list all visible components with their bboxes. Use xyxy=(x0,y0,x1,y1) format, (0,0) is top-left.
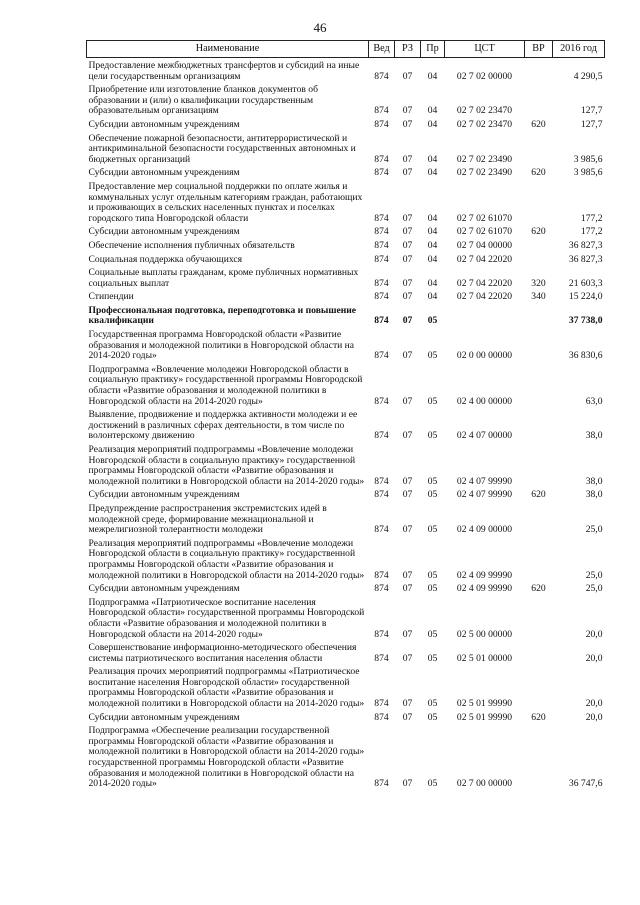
cell-name: Профессиональная подготовка, переподготовка и повышение квалификации xyxy=(88,304,357,327)
cell-vr xyxy=(525,255,553,269)
cell-amount: 3 985,6 xyxy=(573,153,603,165)
cell-rz: 07 xyxy=(402,212,413,224)
cell-ved: 874 xyxy=(374,70,389,82)
cell-cst: 02 5 01 99990 xyxy=(456,711,513,723)
cell-ved: 874 xyxy=(374,628,389,640)
table-header xyxy=(87,41,605,58)
cell-vr xyxy=(525,539,553,584)
cell-cst: 02 5 00 00000 xyxy=(456,628,513,640)
cell-cst: 02 7 02 23470 xyxy=(456,118,513,130)
cell-vr: 340 xyxy=(531,291,546,303)
cell-pr: 05 xyxy=(427,350,438,362)
cell-cst: 02 7 04 00000 xyxy=(456,239,513,251)
cell-cst: 02 7 02 23490 xyxy=(456,167,513,179)
cell-rz: 07 xyxy=(402,226,413,238)
page-number: 46 xyxy=(313,20,327,35)
cell-name: Предупреждение распространения экстремистских идей в молодежной среде, формирование межнациональной и межрелигиозной толерантности молодежи xyxy=(88,502,327,536)
cell-vr xyxy=(525,410,553,445)
table-row xyxy=(87,445,605,490)
table-row xyxy=(87,410,605,445)
cell-vr: 620 xyxy=(531,583,546,595)
column-header-name: Наименование xyxy=(87,41,369,58)
column-header-cst: ЦСТ xyxy=(445,41,525,58)
cell-pr: 04 xyxy=(427,253,438,265)
table-row xyxy=(87,726,605,793)
cell-pr: 05 xyxy=(427,652,438,664)
table-row xyxy=(87,643,605,667)
cell-ved: 874 xyxy=(374,315,389,327)
column-header-year: 2016 год xyxy=(553,41,605,58)
table-row xyxy=(87,120,605,134)
cell-vr: 620 xyxy=(531,226,546,238)
cell-amount: 20,0 xyxy=(585,628,603,640)
cell-ved: 874 xyxy=(374,652,389,664)
cell-cst: 02 7 04 22020 xyxy=(456,277,513,289)
table-row xyxy=(87,168,605,182)
cell-pr: 04 xyxy=(427,70,438,82)
cell-pr: 05 xyxy=(427,475,438,487)
cell-vr xyxy=(525,365,553,410)
cell-pr: 05 xyxy=(427,569,438,581)
cell-vr: 620 xyxy=(531,489,546,501)
table-row xyxy=(87,539,605,584)
table-body xyxy=(87,58,605,793)
cell-name: Подпрограмма «Вовлечение молодежи Новгородской области в социальную практику» государственной программы Новгородской области «Развитие образования и молодежной политики в Новгородской области на 2014-2020 годы» xyxy=(88,363,363,407)
cell-name: Субсидии автономным учреждениям xyxy=(88,226,240,238)
table-row xyxy=(87,85,605,120)
cell-ved: 874 xyxy=(374,475,389,487)
cell-name: Субсидии автономным учреждениям xyxy=(88,118,240,130)
cell-pr: 04 xyxy=(427,167,438,179)
cell-vr: 620 xyxy=(531,711,546,723)
cell-amount: 20,0 xyxy=(585,711,603,723)
cell-pr: 04 xyxy=(427,291,438,303)
cell-pr: 04 xyxy=(427,277,438,289)
cell-pr: 05 xyxy=(427,489,438,501)
cell-ved: 874 xyxy=(374,569,389,581)
cell-rz: 07 xyxy=(402,475,413,487)
cell-cst: 02 4 07 99990 xyxy=(456,475,513,487)
cell-amount: 36 830,6 xyxy=(568,350,603,362)
cell-cst: 02 7 02 61070 xyxy=(456,226,513,238)
cell-rz: 07 xyxy=(402,277,413,289)
cell-ved: 874 xyxy=(374,583,389,595)
cell-amount: 3 985,6 xyxy=(573,167,603,179)
cell-name: Обеспечение пожарной безопасности, антитеррористической и антикриминальной безопасности государственных автономных и бюджетных организаций xyxy=(88,132,356,165)
cell-rz: 07 xyxy=(402,489,413,501)
cell-ved: 874 xyxy=(374,291,389,303)
cell-name: Предоставление межбюджетных трансфертов и субсидий на иные цели государственным организациям xyxy=(88,60,360,82)
cell-amount: 25,0 xyxy=(585,583,603,595)
cell-vr: 620 xyxy=(531,118,546,130)
cell-amount: 20,0 xyxy=(585,698,603,710)
cell-name: Социальная поддержка обучающихся xyxy=(88,253,243,265)
cell-vr xyxy=(525,241,553,255)
cell-amount: 25,0 xyxy=(585,524,603,536)
cell-name: Государственная программа Новгородской области «Развитие образования и молодежной политики в Новгородской области на 2014-2020 годы» xyxy=(88,329,355,362)
cell-cst: 02 4 07 00000 xyxy=(456,430,513,442)
table-row xyxy=(87,365,605,410)
cell-rz: 07 xyxy=(402,711,413,723)
cell-cst: 02 0 00 00000 xyxy=(456,350,513,362)
cell-cst: 02 7 02 23490 xyxy=(456,153,513,165)
cell-cst: 02 5 01 99990 xyxy=(456,698,513,710)
cell-rz: 07 xyxy=(402,583,413,595)
cell-rz: 07 xyxy=(402,105,413,117)
cell-amount: 36 747,6 xyxy=(568,778,603,790)
cell-pr: 04 xyxy=(427,212,438,224)
cell-amount: 127,7 xyxy=(580,118,603,130)
table-row xyxy=(87,306,605,330)
cell-name: Подпрограмма «Патриотическое воспитание населения Новгородской области» государственной программы Новгородской области «Развитие образования и молодежной политики в Новгородской области на 2014-2020 годы» xyxy=(88,596,365,640)
cell-name: Субсидии автономным учреждениям xyxy=(88,167,240,179)
table-row xyxy=(87,255,605,269)
cell-amount: 38,0 xyxy=(585,475,603,487)
cell-rz: 07 xyxy=(402,628,413,640)
cell-amount: 127,7 xyxy=(580,105,603,117)
cell-pr: 05 xyxy=(427,315,438,327)
column-header-ved: Вед xyxy=(369,41,395,58)
cell-vr xyxy=(525,134,553,169)
table-row xyxy=(87,584,605,598)
cell-vr xyxy=(525,667,553,712)
cell-pr: 04 xyxy=(427,105,438,117)
cell-pr: 05 xyxy=(427,698,438,710)
cell-name: Предоставление мер социальной поддержки по оплате жилья и коммунальных услуг отдельным категориям граждан, работающих и проживающих в сельских населенных пунктах и поселках городского типа Новгородской области xyxy=(88,180,363,224)
table-row xyxy=(87,504,605,539)
cell-rz: 07 xyxy=(402,652,413,664)
cell-pr: 04 xyxy=(427,239,438,251)
cell-name: Подпрограмма «Обеспечение реализации государственной программы Новгородской области «Развитие образования и молодежной политики в Новгородской области на 2014-2020 годы» государственной программы Новгородской области «Развитие образования и молодежной политики в Новгородской области на 2014-2020 годы» xyxy=(88,725,365,790)
cell-vr xyxy=(525,726,553,793)
cell-pr: 05 xyxy=(427,430,438,442)
cell-amount: 15 224,0 xyxy=(568,291,603,303)
header-row xyxy=(87,41,605,58)
cell-rz: 07 xyxy=(402,291,413,303)
cell-amount: 38,0 xyxy=(585,489,603,501)
cell-amount: 38,0 xyxy=(585,430,603,442)
cell-ved: 874 xyxy=(374,105,389,117)
cell-name: Обеспечение исполнения публичных обязательств xyxy=(88,239,295,251)
cell-rz: 07 xyxy=(402,569,413,581)
cell-name: Субсидии автономным учреждениям xyxy=(88,711,240,723)
cell-cst xyxy=(445,306,525,330)
cell-name: Субсидии автономным учреждениям xyxy=(88,583,240,595)
cell-vr xyxy=(525,85,553,120)
table-row xyxy=(87,227,605,241)
cell-name: Субсидии автономным учреждениям xyxy=(88,489,240,501)
cell-ved: 874 xyxy=(374,253,389,265)
table-row xyxy=(87,292,605,306)
cell-pr: 04 xyxy=(427,153,438,165)
cell-pr: 05 xyxy=(427,711,438,723)
table-row xyxy=(87,713,605,727)
cell-name: Приобретение или изготовление бланков документов об образовании и (или) о квалификации государственным образовательным организациям xyxy=(88,84,318,117)
cell-amount: 25,0 xyxy=(585,569,603,581)
cell-vr xyxy=(525,445,553,490)
cell-amount: 20,0 xyxy=(585,652,603,664)
cell-cst: 02 7 00 00000 xyxy=(456,778,513,790)
table-row xyxy=(87,241,605,255)
cell-cst: 02 4 00 00000 xyxy=(456,395,513,407)
cell-name: Реализация прочих мероприятий подпрограммы «Патриотическое воспитание населения Новгородской области» государственной программы Новгородской области «Развитие образования и молодежной политики в Новгородской области на 2014-2020 годы» xyxy=(88,666,365,710)
cell-rz: 07 xyxy=(402,524,413,536)
cell-ved: 874 xyxy=(374,153,389,165)
cell-vr xyxy=(525,306,553,330)
cell-name: Выявление, продвижение и поддержка активности молодежи и ее достижений в различных сферах деятельности, в том числе по волонтерскому движению xyxy=(88,409,358,442)
cell-amount: 63,0 xyxy=(585,395,603,407)
cell-cst: 02 4 07 99990 xyxy=(456,489,513,501)
cell-vr: 620 xyxy=(531,167,546,179)
cell-rz: 07 xyxy=(402,253,413,265)
cell-rz: 07 xyxy=(402,315,413,327)
cell-pr: 05 xyxy=(427,778,438,790)
cell-cst: 02 7 02 61070 xyxy=(456,212,513,224)
cell-pr: 05 xyxy=(427,395,438,407)
cell-ved: 874 xyxy=(374,711,389,723)
cell-cst: 02 4 09 99990 xyxy=(456,583,513,595)
cell-cst: 02 4 09 99990 xyxy=(456,569,513,581)
cell-pr: 04 xyxy=(427,118,438,130)
column-header-vr: ВР xyxy=(525,41,553,58)
cell-amount: 21 603,3 xyxy=(568,277,603,289)
cell-amount: 4 290,5 xyxy=(573,70,603,82)
table-row xyxy=(87,598,605,643)
table-row xyxy=(87,134,605,169)
cell-rz: 07 xyxy=(402,153,413,165)
cell-ved: 874 xyxy=(374,226,389,238)
cell-amount: 36 827,3 xyxy=(568,253,603,265)
cell-amount: 36 827,3 xyxy=(568,239,603,251)
cell-ved: 874 xyxy=(374,239,389,251)
cell-rz: 07 xyxy=(402,430,413,442)
cell-amount: 177,2 xyxy=(580,226,603,238)
cell-name: Реализация мероприятий подпрограммы «Вовлечение молодежи Новгородской области в социальную практику» государственной программы Новгородской области «Развитие образования и молодежной политики в Новгородской области на 2014-2020 годы» xyxy=(88,537,365,581)
cell-amount: 177,2 xyxy=(580,212,603,224)
table-row xyxy=(87,268,605,292)
cell-amount: 37 738,0 xyxy=(568,315,603,327)
table-row xyxy=(87,490,605,504)
cell-ved: 874 xyxy=(374,698,389,710)
cell-pr: 05 xyxy=(427,628,438,640)
cell-rz: 07 xyxy=(402,239,413,251)
cell-ved: 874 xyxy=(374,167,389,179)
cell-vr: 320 xyxy=(531,277,546,289)
cell-vr xyxy=(525,504,553,539)
cell-cst: 02 7 04 22020 xyxy=(456,291,513,303)
column-header-pr: Пр xyxy=(421,41,445,58)
cell-ved: 874 xyxy=(374,212,389,224)
cell-pr: 05 xyxy=(427,583,438,595)
cell-vr xyxy=(525,58,553,86)
cell-name: Реализация мероприятий подпрограммы «Вовлечение молодежи Новгородской области в социальную практику» государственной программы Новгородской области «Развитие образования и молодежной политики в Новгородской области на 2014-2020 годы» xyxy=(88,444,365,487)
cell-cst: 02 7 02 23470 xyxy=(456,105,513,117)
table-row xyxy=(87,58,605,86)
cell-cst: 02 7 02 00000 xyxy=(456,70,513,82)
cell-pr: 04 xyxy=(427,226,438,238)
cell-ved: 874 xyxy=(374,430,389,442)
cell-ved: 874 xyxy=(374,277,389,289)
cell-vr xyxy=(525,182,553,227)
cell-rz: 07 xyxy=(402,395,413,407)
cell-vr xyxy=(525,598,553,643)
cell-ved: 874 xyxy=(374,778,389,790)
cell-rz: 07 xyxy=(402,118,413,130)
cell-ved: 874 xyxy=(374,350,389,362)
cell-ved: 874 xyxy=(374,395,389,407)
cell-rz: 07 xyxy=(402,778,413,790)
cell-name: Совершенствование информационно-методического обеспечения системы патриотического воспитания населения области xyxy=(88,642,357,664)
table-row xyxy=(87,182,605,227)
cell-cst: 02 5 01 00000 xyxy=(456,652,513,664)
cell-cst: 02 4 09 00000 xyxy=(456,524,513,536)
cell-ved: 874 xyxy=(374,489,389,501)
budget-table xyxy=(86,40,605,793)
table-row xyxy=(87,667,605,712)
cell-cst: 02 7 04 22020 xyxy=(456,253,513,265)
cell-vr xyxy=(525,330,553,365)
cell-ved: 874 xyxy=(374,118,389,130)
cell-name: Социальные выплаты гражданам, кроме публичных нормативных социальных выплат xyxy=(88,267,359,289)
cell-name: Стипендии xyxy=(88,291,134,303)
cell-vr xyxy=(525,643,553,667)
cell-rz: 07 xyxy=(402,70,413,82)
cell-ved: 874 xyxy=(374,524,389,536)
column-header-rz: РЗ xyxy=(395,41,421,58)
table-row xyxy=(87,330,605,365)
cell-rz: 07 xyxy=(402,698,413,710)
cell-rz: 07 xyxy=(402,350,413,362)
cell-rz: 07 xyxy=(402,167,413,179)
cell-pr: 05 xyxy=(427,524,438,536)
